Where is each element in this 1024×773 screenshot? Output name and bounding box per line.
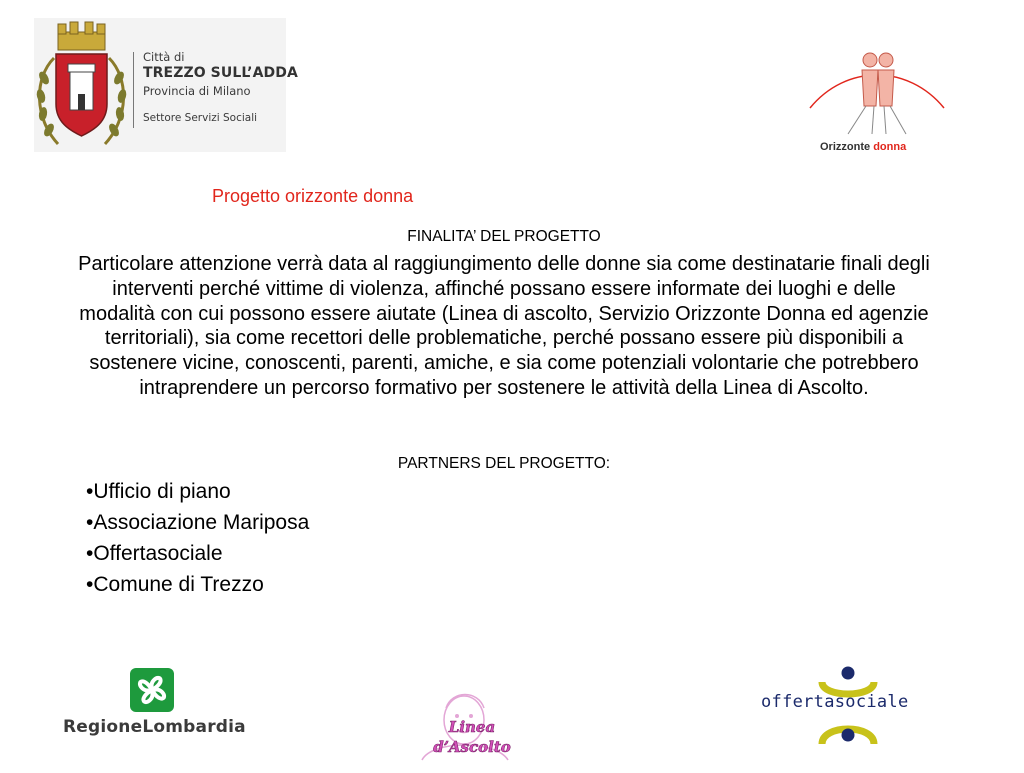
finalita-heading: FINALITA’ DEL PROGETTO <box>407 228 601 245</box>
linea-ascolto-logo <box>412 690 530 768</box>
offertasociale-name: offertasociale <box>761 692 909 712</box>
orizzonte-donna-logo <box>806 44 948 160</box>
caption-word-orizzonte: Orizzonte <box>820 141 871 153</box>
ascolto-line1: Linea <box>448 718 496 736</box>
list-item: •Offertasociale <box>86 542 223 565</box>
regione-lombardia-logo <box>60 668 246 740</box>
trezzo-crest-icon <box>34 18 129 152</box>
logo-divider <box>133 52 134 128</box>
finalita-paragraph: Particolare attenzione verrà data al raggiungimento delle donne sia come destinatarie finali degli interventi perché vittime di violenza, affinché possano essere informate dei luoghi e delle modalità con cui possono essere aiutate (Linea di ascolto, Servizio Orizzonte Donna ed agenzie territoriali), sia come recettori delle problematiche, perché possano essere più disponibili a sostenere vicine, conoscenti, parenti, amiche, e sia come potenziali volontarie che potrebbero intraprendere un percorso formativo per sostenere le attività della Linea di Ascolto. <box>78 253 930 399</box>
svg-text:d’Ascolto <box>433 738 511 756</box>
list-item: •Ufficio di piano <box>86 480 231 503</box>
partners-heading: PARTNERS DEL PROGETTO: <box>397 455 611 472</box>
linea-ascolto-face-icon <box>412 690 530 768</box>
orizzonte-donna-caption <box>820 141 906 153</box>
partners-list <box>86 480 309 604</box>
logo-province: Provincia di Milano <box>143 84 251 98</box>
logo-city-label: Città di <box>143 50 185 64</box>
list-item: •Comune di Trezzo <box>86 573 264 596</box>
caption-word-donna: donna <box>873 141 907 153</box>
offertasociale-logo <box>760 664 940 748</box>
lombardia-rose-icon <box>130 668 174 712</box>
trezzo-municipality-logo <box>34 18 298 152</box>
ascolto-line2: d’Ascolto <box>433 738 511 756</box>
project-title: Progetto orizzonte donna <box>212 186 414 206</box>
lombardia-name: RegioneLombardia <box>63 717 246 737</box>
logo-department: Settore Servizi Sociali <box>143 112 258 124</box>
svg-text:Linea <box>448 718 495 736</box>
logo-city-name: TREZZO SULL’ADDA <box>143 65 298 81</box>
list-item: •Associazione Mariposa <box>86 511 310 534</box>
